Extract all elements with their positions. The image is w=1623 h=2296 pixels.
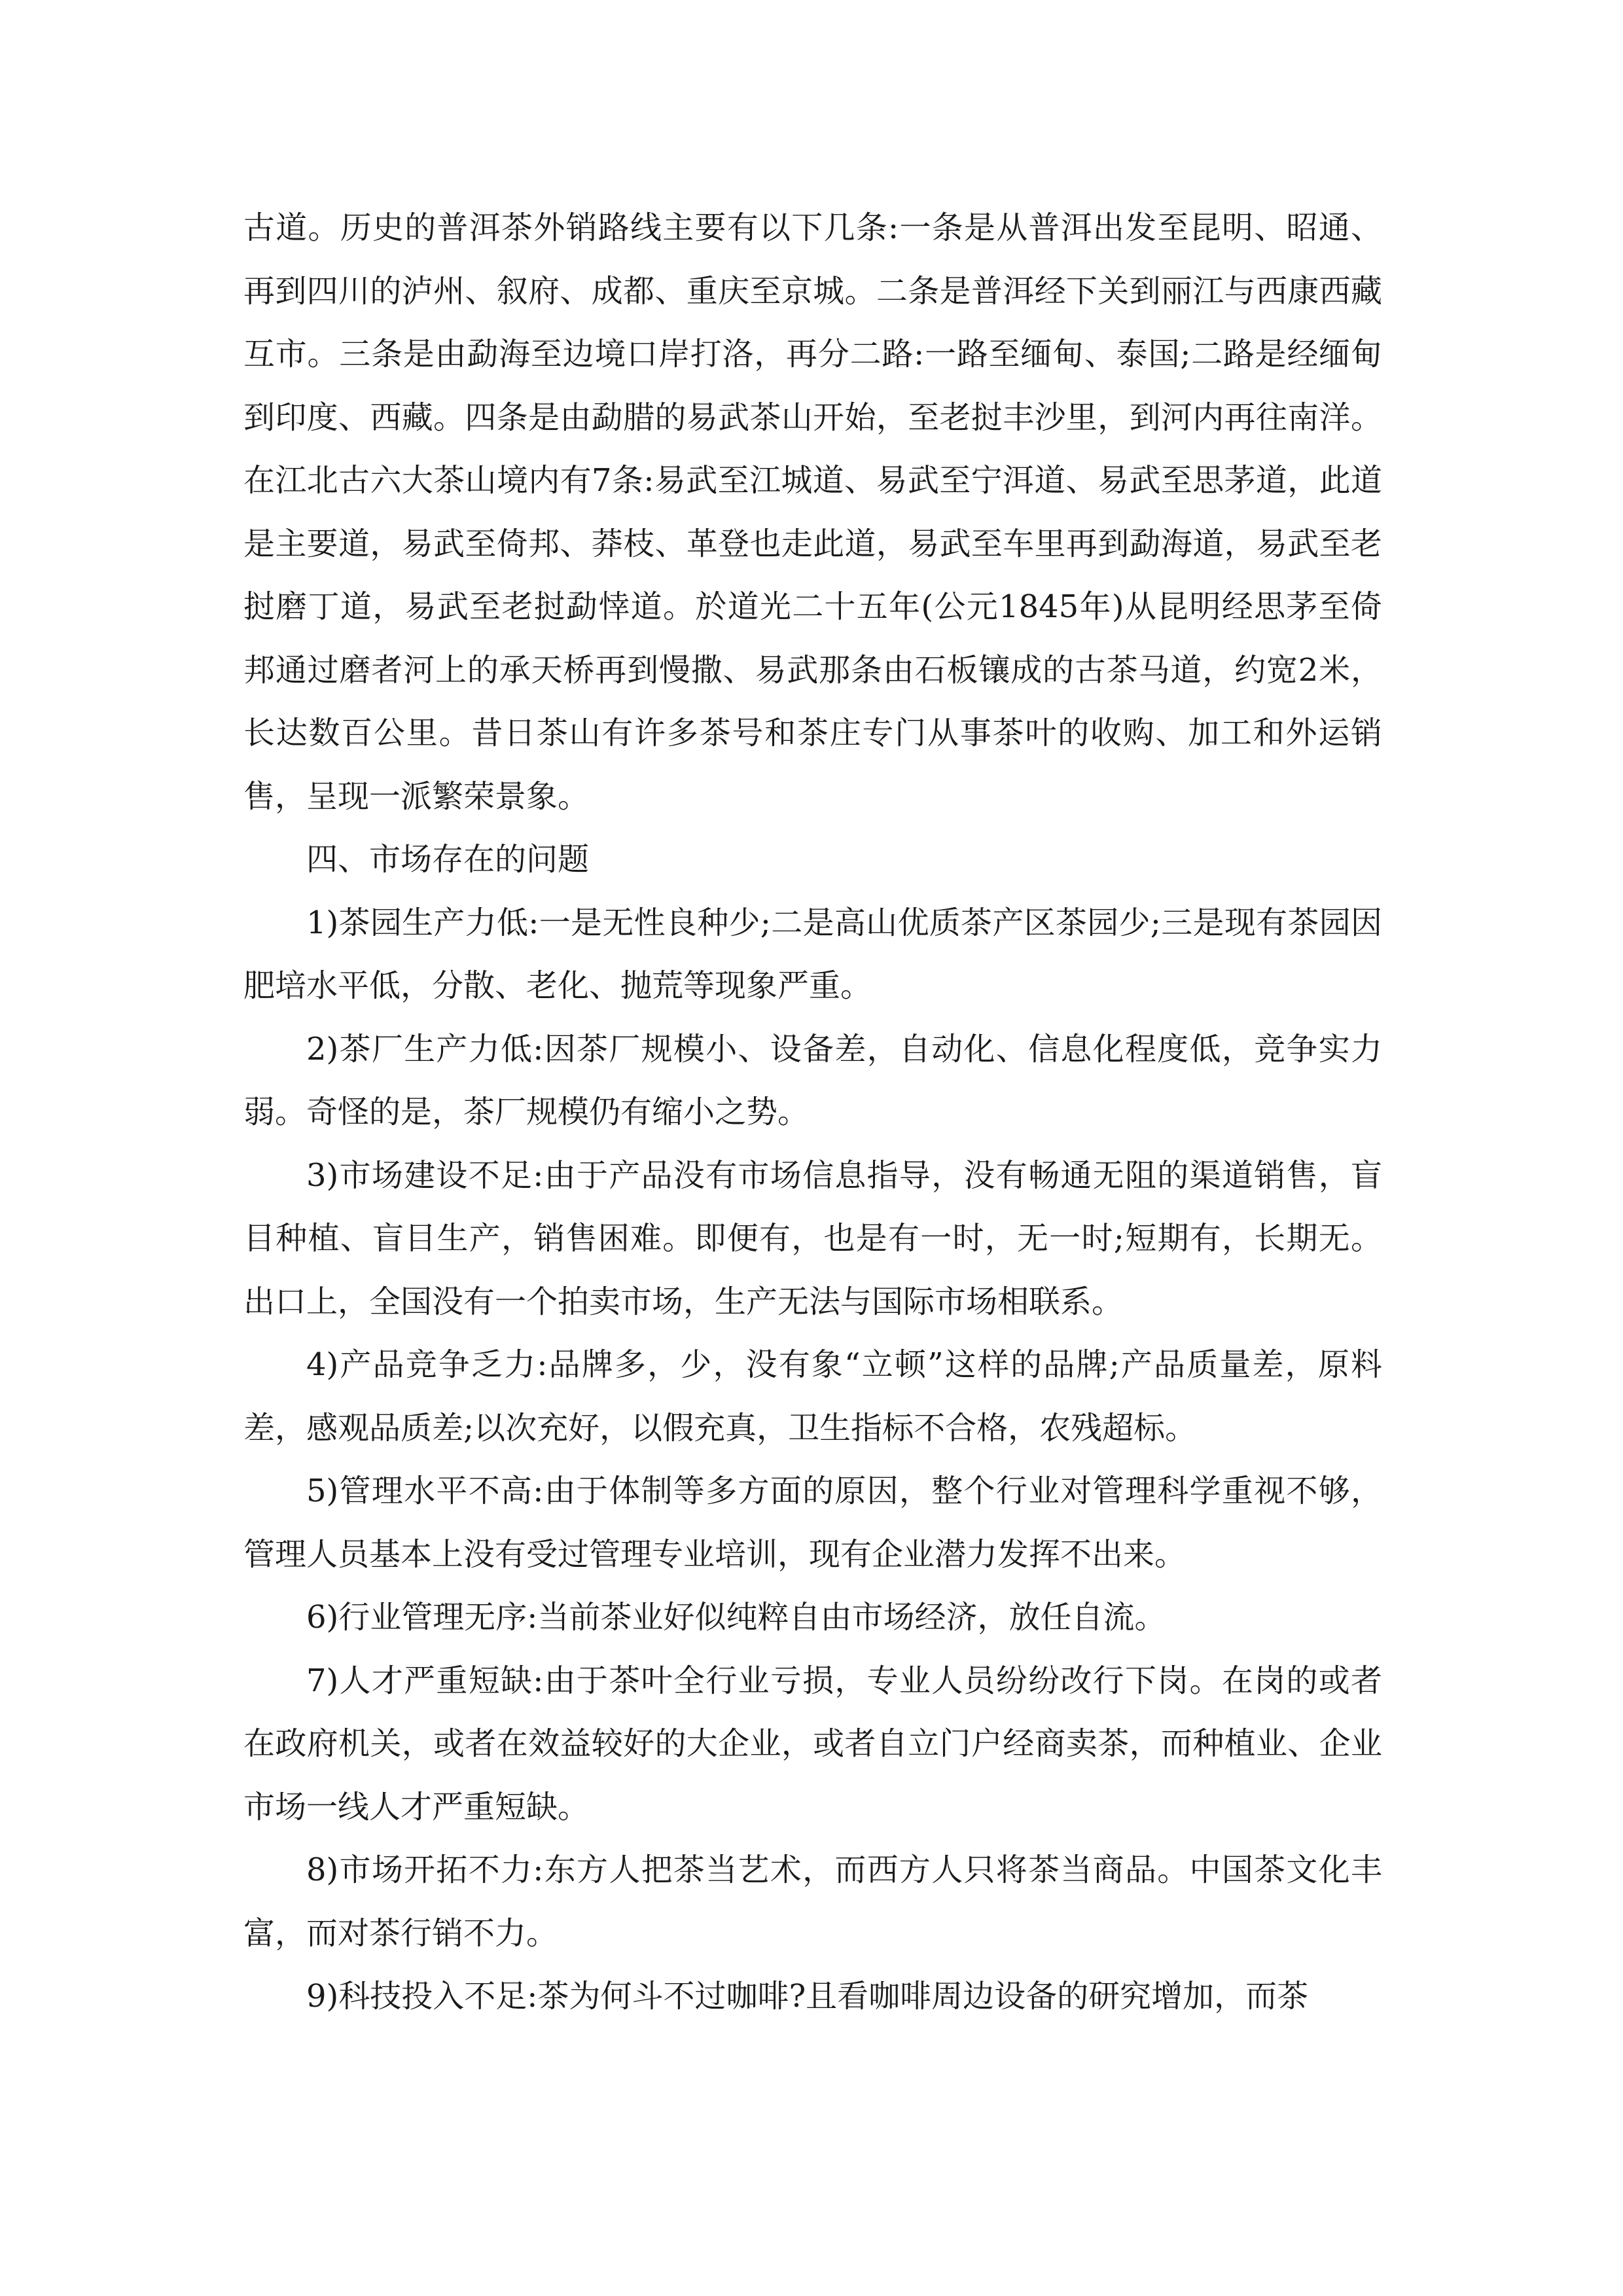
list-item-industry-management: 6)行业管理无序:当前茶业好似纯粹自由市场经济，放任自流。 bbox=[306, 1599, 1166, 1636]
paragraph-tea-routes: 古道。历史的普洱茶外销路线主要有以下几条:一条是从普洱出发至昆明、昭通、再到四川的泸州、叙府、成都、重庆至京城。二条是普洱经下关到丽江与西康西藏互市。三条是由勐海至边境口岸打洛，再分二路:一路至缅甸、泰国;二路是经缅甸到印度、西藏。四条是由勐腊的易武茶山开始，至老挝丰沙里，到河内再往南洋。在江北古六大茶山境内有7条:易武至江城道、易武至宁洱道、易武至思茅道，此道是主要道，易武至倚邦、莽枝、革登也走此道，易武至车里再到勐海道，易武至老挝磨丁道，易武至老挝勐悻道。於道光二十五年(公元1845年)从昆明经思茅至倚邦通过磨者河上的承天桥再到慢撒、易武那条由石板镶成的古茶马道，约宽2米，长达数百公里。昔日茶山有许多茶号和茶庄专门从事茶叶的收购、加工和外运销售，呈现一派繁荣景象。 bbox=[243, 209, 1382, 815]
list-item-market-expansion: 8)市场开拓不力:东方人把茶当艺术，而西方人只将茶当商品。中国茶文化丰富，而对茶行销不力。 bbox=[243, 1852, 1382, 1952]
list-item-market-construction: 3)市场建设不足:由于产品没有市场信息指导，没有畅通无阻的渠道销售，盲目种植、盲目生产，销售困难。即便有，也是有一时，无一时;短期有，长期无。出口上，全国没有一个拍卖市场，生产无法与国际市场相联系。 bbox=[243, 1157, 1382, 1320]
list-item-tech-investment: 9)科技投入不足:茶为何斗不过咖啡?且看咖啡周边设备的研究增加，而茶 bbox=[306, 1978, 1309, 2015]
list-item-tea-garden-productivity: 1)茶园生产力低:一是无性良种少;二是高山优质茶产区茶园少;三是现有茶园因肥培水平低，分散、老化、抛荒等现象严重。 bbox=[243, 904, 1382, 1004]
list-item-management-level: 5)管理水平不高:由于体制等多方面的原因，整个行业对管理科学重视不够，管理人员基本上没有受过管理专业培训，现有企业潜力发挥不出来。 bbox=[243, 1473, 1382, 1573]
document-body bbox=[243, 196, 1382, 2028]
list-item-tea-factory-productivity: 2)茶厂生产力低:因茶厂规模小、设备差，自动化、信息化程度低，竞争实力弱。奇怪的是，茶厂规模仍有缩小之势。 bbox=[243, 1030, 1382, 1130]
section-heading-market-problems: 四、市场存在的问题 bbox=[306, 841, 590, 878]
list-item-product-competition: 4)产品竞争乏力:品牌多，少，没有象“立顿”这样的品牌;产品质量差，原料差，感观品质差;以次充好，以假充真，卫生指标不合格，农残超标。 bbox=[243, 1346, 1382, 1446]
list-item-talent-shortage: 7)人才严重短缺:由于茶叶全行业亏损，专业人员纷纷改行下岗。在岗的或者在政府机关，或者在效益较好的大企业，或者自立门户经商卖茶，而种植业、企业市场一线人才严重短缺。 bbox=[243, 1662, 1382, 1825]
